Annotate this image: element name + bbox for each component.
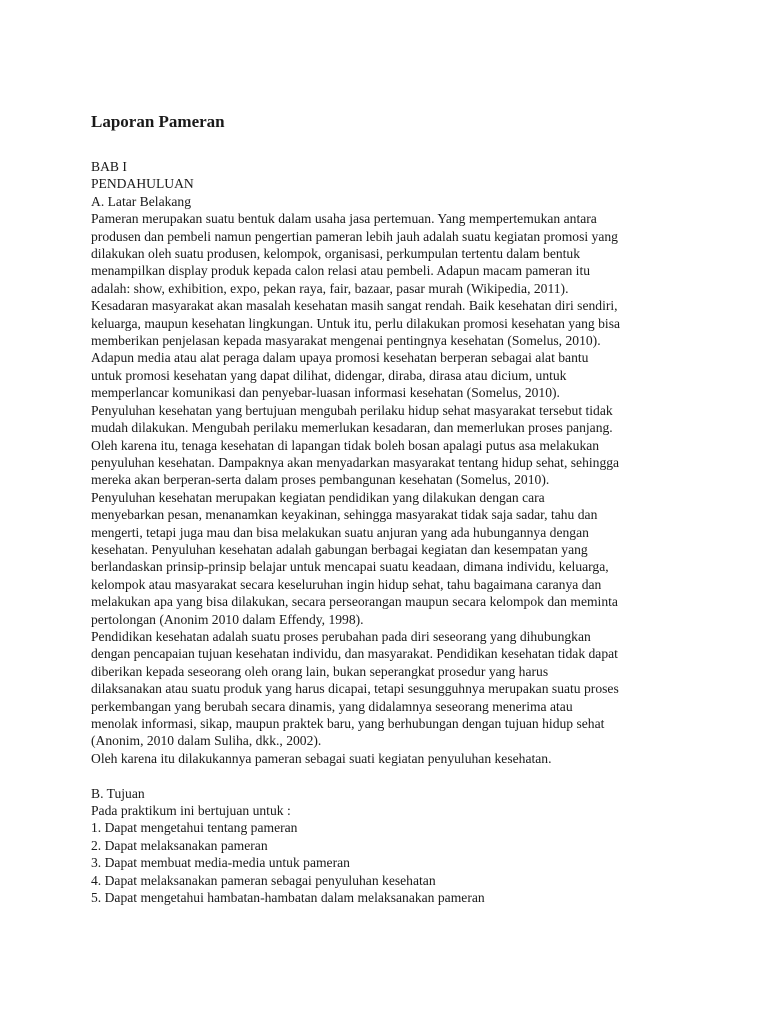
text-line: memberikan penjelasan kepada masyarakat mengenai pentingnya kesehatan (Somelus, 2010). <box>91 333 601 349</box>
text-line: mudah dilakukan. Mengubah perilaku memerlukan kesadaran, dan memerlukan proses panjang. <box>91 420 613 436</box>
text-line: melakukan apa yang bisa dilakukan, secara perseorangan maupun secara kelompok dan meminta <box>91 594 618 610</box>
text-line: diberikan kepada seseorang oleh orang lain, bukan seperangkat prosedur yang harus <box>91 663 549 679</box>
chapter-title: PENDAHULUAN <box>91 176 194 192</box>
text-line: dengan pencapaian tujuan kesehatan individu, dan masyarakat. Pendidikan kesehatan tidak dapat <box>91 646 618 662</box>
objectives-list <box>91 819 691 906</box>
text-line: untuk promosi kesehatan yang dapat dilihat, didengar, diraba, dirasa atau dicium, untuk <box>91 367 567 383</box>
text-line: Adapun media atau alat peraga dalam upaya promosi kesehatan berperan sebagai alat bantu <box>91 350 589 366</box>
text-line: menolak informasi, sikap, maupun praktek baru, yang berhubungan dengan tujuan hidup sehat <box>91 716 605 731</box>
text-line: Oleh karena itu dilakukannya pameran sebagai suati kegiatan penyuluhan kesehatan. <box>91 750 552 766</box>
document-page <box>91 108 691 906</box>
text-line: Kesadaran masyarakat akan masalah kesehatan masih sangat rendah. Baik kesehatan diri sendiri, <box>91 298 618 314</box>
paragraph-spacer <box>91 767 691 784</box>
text-line: adalah: show, exhibition, expo, pekan raya, fair, bazaar, pasar murah (Wikipedia, 2011). <box>91 280 569 296</box>
text-line: menampilkan display produk kepada calon relasi atau pembeli. Adapun macam pameran itu <box>91 263 591 279</box>
text-line: dilaksanakan atau suatu produk yang harus dicapai, tetapi sesungguhnya merupakan suatu proses <box>91 681 619 697</box>
section-a-heading: A. Latar Belakang <box>91 193 192 209</box>
chapter-number: BAB I <box>91 159 127 174</box>
document-title: Laporan Pameran <box>91 112 225 131</box>
text-line: mereka akan berperan-serta dalam proses pembangunan kesehatan (Somelus, 2010). <box>91 472 550 488</box>
text-line: mengerti, tetapi juga mau dan bisa melakukan suatu anjuran yang ada hubungannya dengan <box>91 524 589 540</box>
text-line: kelompok atau masyarakat secara keseluruhan ingin hidup sehat, tahu bagaimana caranya dan <box>91 576 602 592</box>
document-body <box>91 158 691 906</box>
section-b-heading: B. Tujuan <box>91 785 145 801</box>
text-line: produsen dan pembeli namun pengertian pameran lebih jauh adalah suatu kegiatan promosi yang <box>91 228 618 244</box>
text-line: kesehatan. Penyuluhan kesehatan adalah gabungan berbagai kegiatan dan kesempatan yang <box>91 541 588 557</box>
text-line: Penyuluhan kesehatan merupakan kegiatan pendidikan yang dilakukan dengan cara <box>91 489 545 505</box>
text-line: dilakukan oleh suatu produsen, kelompok, organisasi, perkumpulan tertentu dalam bentuk <box>91 246 581 262</box>
text-line: penyuluhan kesehatan. Dampaknya akan menyadarkan masyarakat tentang hidup sehat, sehingga <box>91 454 620 470</box>
section-b-intro: Pada praktikum ini bertujuan untuk : <box>91 803 291 819</box>
text-line: memperlancar komunikasi dan penyebar-luasan informasi kesehatan (Somelus, 2010). <box>91 385 560 401</box>
text-line: pertolongan (Anonim 2010 dalam Effendy, 1998). <box>91 611 364 627</box>
text-line: keluarga, maupun kesehatan lingkungan. Untuk itu, perlu dilakukan promosi kesehatan yang bisa <box>91 315 621 331</box>
list-item: 5. Dapat mengetahui hambatan-hambatan dalam melaksanakan pameran <box>91 890 485 906</box>
text-line: (Anonim, 2010 dalam Suliha, dkk., 2002). <box>91 733 322 749</box>
list-item: 1. Dapat mengetahui tentang pameran <box>91 820 298 836</box>
text-line: Pameran merupakan suatu bentuk dalam usaha jasa pertemuan. Yang mempertemukan antara <box>91 211 597 227</box>
text-line: Oleh karena itu, tenaga kesehatan di lapangan tidak boleh bosan apalagi putus asa melakukan <box>91 437 600 453</box>
text-line: Pendidikan kesehatan adalah suatu proses perubahan pada diri seseorang yang dihubungkan <box>91 628 591 644</box>
list-item: 4. Dapat melaksanakan pameran sebagai penyuluhan kesehatan <box>91 872 436 888</box>
list-item: 3. Dapat membuat media-media untuk pameran <box>91 855 350 871</box>
text-line: menyebarkan pesan, menanamkan keyakinan, sehingga masyarakat tidak saja sadar, tahu dan <box>91 507 598 523</box>
text-line: perkembangan yang berubah secara dinamis, yang didalamnya seseorang menerima atau <box>91 698 573 714</box>
section-a-text <box>91 210 691 767</box>
list-item: 2. Dapat melaksanakan pameran <box>91 837 268 853</box>
text-line: Penyuluhan kesehatan yang bertujuan mengubah perilaku hidup sehat masyarakat tersebut tidak <box>91 402 613 418</box>
text-line: berlandaskan prinsip-prinsip belajar untuk mencapai suatu keadaan, dimana individu, keluarga, <box>91 559 609 575</box>
